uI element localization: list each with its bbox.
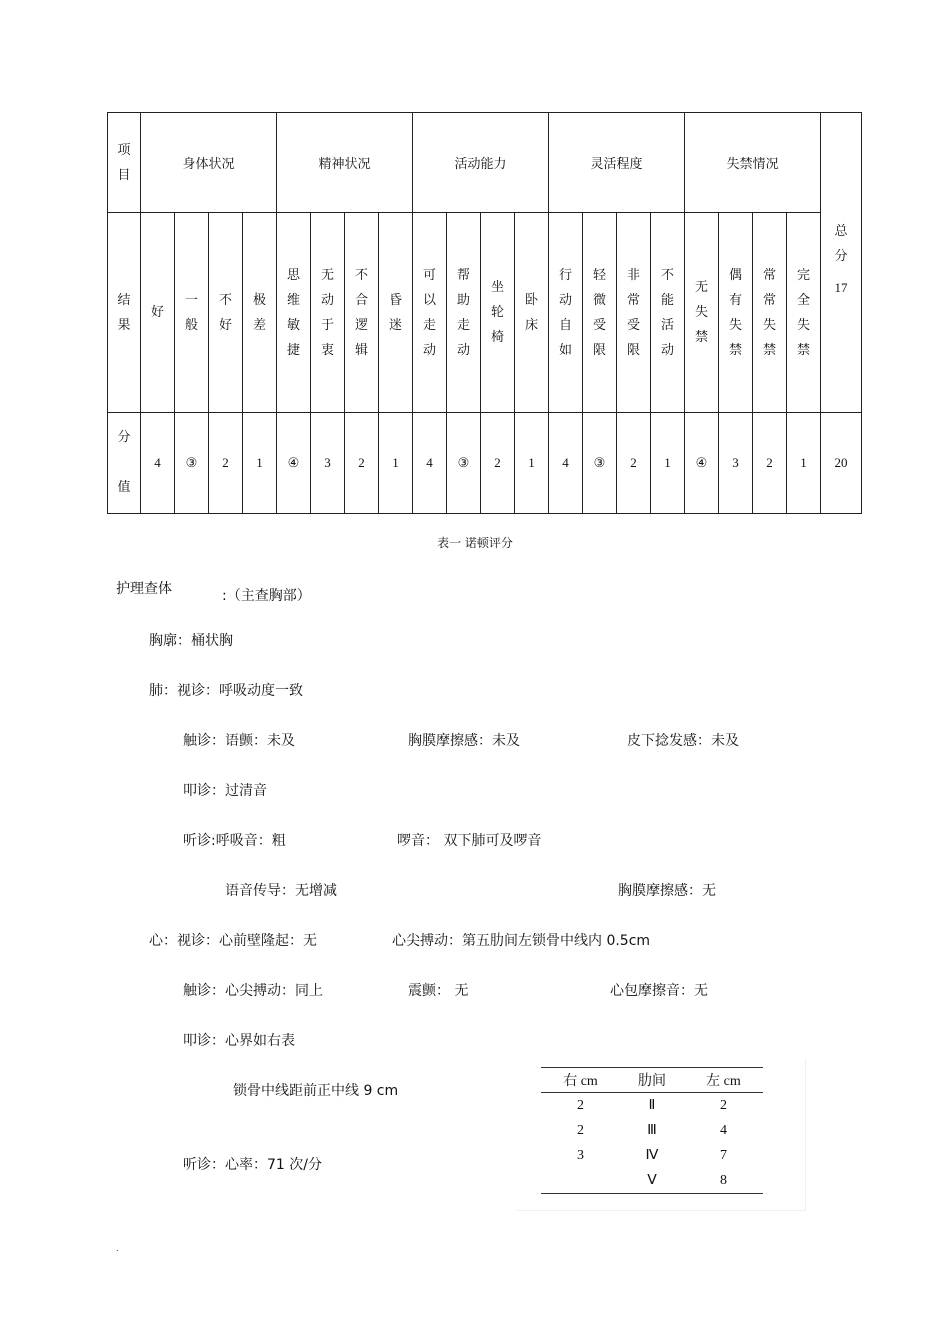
intercostal-cell: Ⅴ (620, 1168, 684, 1194)
result-cell: 不 能 活 动 (651, 213, 685, 413)
clavicle-line: 锁骨中线距前正中线 9 cm (233, 1083, 399, 1099)
result-cell: 不 好 (209, 213, 243, 413)
score-cell: ④ (685, 413, 719, 514)
lung-percussion: 叩诊：过清音 (183, 783, 267, 799)
score-cell: 1 (379, 413, 413, 514)
result-cell: 完 全 失 禁 (787, 213, 821, 413)
lung-auscultation: 听诊:呼吸音：粗 (183, 833, 286, 849)
total-label: 总 分 (834, 223, 848, 264)
lung-palpation-crepitus: 皮下捻发感：未及 (627, 733, 739, 749)
heart-border-table (541, 1067, 763, 1194)
heart-palpation: 触诊：心尖搏动：同上 (183, 983, 323, 999)
score-cell: ③ (583, 413, 617, 514)
header-left-cm: 左 cm (684, 1068, 763, 1093)
lung-inspection: 肺：视诊：呼吸动度一致 (149, 683, 303, 699)
score-cell: 1 (515, 413, 549, 514)
score-cell: 2 (753, 413, 787, 514)
table-caption: 表一 诺顿评分 (437, 536, 513, 550)
score-cell: ③ (447, 413, 481, 514)
score-cell: ③ (175, 413, 209, 514)
table-row (541, 1118, 763, 1143)
result-cell: 可 以 走 动 (413, 213, 447, 413)
table-row (541, 1093, 763, 1119)
lung-palpation-fremitus: 触诊：语颤：未及 (183, 733, 295, 749)
result-cell: 思 维 敏 捷 (277, 213, 311, 413)
result-cell: 昏 迷 (379, 213, 413, 413)
score-cell: 2 (345, 413, 379, 514)
score-cell: ④ (277, 413, 311, 514)
heart-inspection: 心：视诊：心前壁隆起：无 (149, 933, 317, 949)
score-cell: 1 (243, 413, 277, 514)
result-cell: 行 动 自 如 (549, 213, 583, 413)
score-cell: 4 (141, 413, 175, 514)
row-label-item (108, 113, 141, 213)
score-cell: 4 (549, 413, 583, 514)
pleural-friction: 胸膜摩擦感：无 (618, 883, 716, 899)
header-right-cm: 右 cm (541, 1068, 620, 1093)
intercostal-cell: Ⅲ (647, 1123, 657, 1138)
result-cell: 极 差 (243, 213, 277, 413)
right-cm-cell (541, 1168, 620, 1194)
footer-mark: . (116, 1244, 119, 1253)
total-header-value: 17 (834, 279, 848, 295)
group-header: 活动能力 (413, 113, 549, 213)
pericardial-rub: 心包摩擦音：无 (610, 983, 708, 999)
lung-palpation-friction: 胸膜摩擦感：未及 (408, 733, 520, 749)
score-cell: 4 (413, 413, 447, 514)
row-label-score: 分 值 (108, 413, 141, 514)
group-header: 身体状况 (141, 113, 277, 213)
row-label-result: 结 果 (108, 213, 141, 413)
thorax-line: 胸廓：桶状胸 (149, 633, 233, 649)
intercostal-cell: Ⅳ (645, 1148, 659, 1163)
group-header: 灵活程度 (549, 113, 685, 213)
score-cell: 2 (481, 413, 515, 514)
result-cell: 坐 轮 椅 (481, 213, 515, 413)
heart-thrill: 震颤： 无 (408, 983, 469, 999)
voice-conduction: 语音传导：无增减 (225, 883, 337, 899)
left-cm-cell: 4 (719, 1122, 727, 1138)
left-cm-cell: 7 (719, 1147, 727, 1163)
result-cell: 无 失 禁 (685, 213, 719, 413)
header-intercostal: 肋间 (620, 1068, 684, 1093)
table-row (541, 1168, 763, 1194)
exam-title: 护理查体 (116, 581, 172, 597)
score-cell: 1 (787, 413, 821, 514)
result-cell: 常 常 失 禁 (753, 213, 787, 413)
score-cell: 3 (719, 413, 753, 514)
lung-rales: 啰音： 双下肺可及啰音 (397, 833, 542, 849)
group-header: 精神状况 (277, 113, 413, 213)
score-cell: 2 (617, 413, 651, 514)
result-cell: 无 动 于 衷 (311, 213, 345, 413)
result-cell: 好 (141, 213, 175, 413)
total-score: 20 (821, 413, 862, 514)
norton-score-table (107, 112, 862, 514)
result-cell: 偶 有 失 禁 (719, 213, 753, 413)
score-cell: 1 (651, 413, 685, 514)
right-cm-cell: 2 (577, 1097, 584, 1113)
intercostal-cell: Ⅱ (648, 1098, 656, 1113)
apex-beat: 心尖搏动：第五肋间左锁骨中线内 0.5cm (392, 933, 651, 949)
result-cell: 卧 床 (515, 213, 549, 413)
vertical-text: 项 目 (117, 142, 131, 183)
heart-percussion: 叩诊：心界如右表 (183, 1033, 295, 1049)
result-cell: 帮 助 走 动 (447, 213, 481, 413)
table-row (541, 1143, 763, 1168)
result-cell: 非 常 受 限 (617, 213, 651, 413)
result-cell: 一 般 (175, 213, 209, 413)
right-cm-cell: 3 (577, 1147, 584, 1163)
score-cell: 3 (311, 413, 345, 514)
result-cell: 轻 微 受 限 (583, 213, 617, 413)
left-cm-cell: 8 (684, 1168, 763, 1194)
total-header (821, 113, 862, 413)
heart-border-table-frame (517, 1058, 806, 1211)
heart-auscultation: 听诊：心率：71 次/分 (183, 1157, 322, 1173)
right-cm-cell: 2 (577, 1122, 584, 1138)
left-cm-cell: 2 (719, 1097, 727, 1113)
score-cell: 2 (209, 413, 243, 514)
group-header: 失禁情况 (685, 113, 821, 213)
result-cell: 不 合 逻 辑 (345, 213, 379, 413)
exam-title-note: :（主查胸部） (222, 588, 311, 604)
